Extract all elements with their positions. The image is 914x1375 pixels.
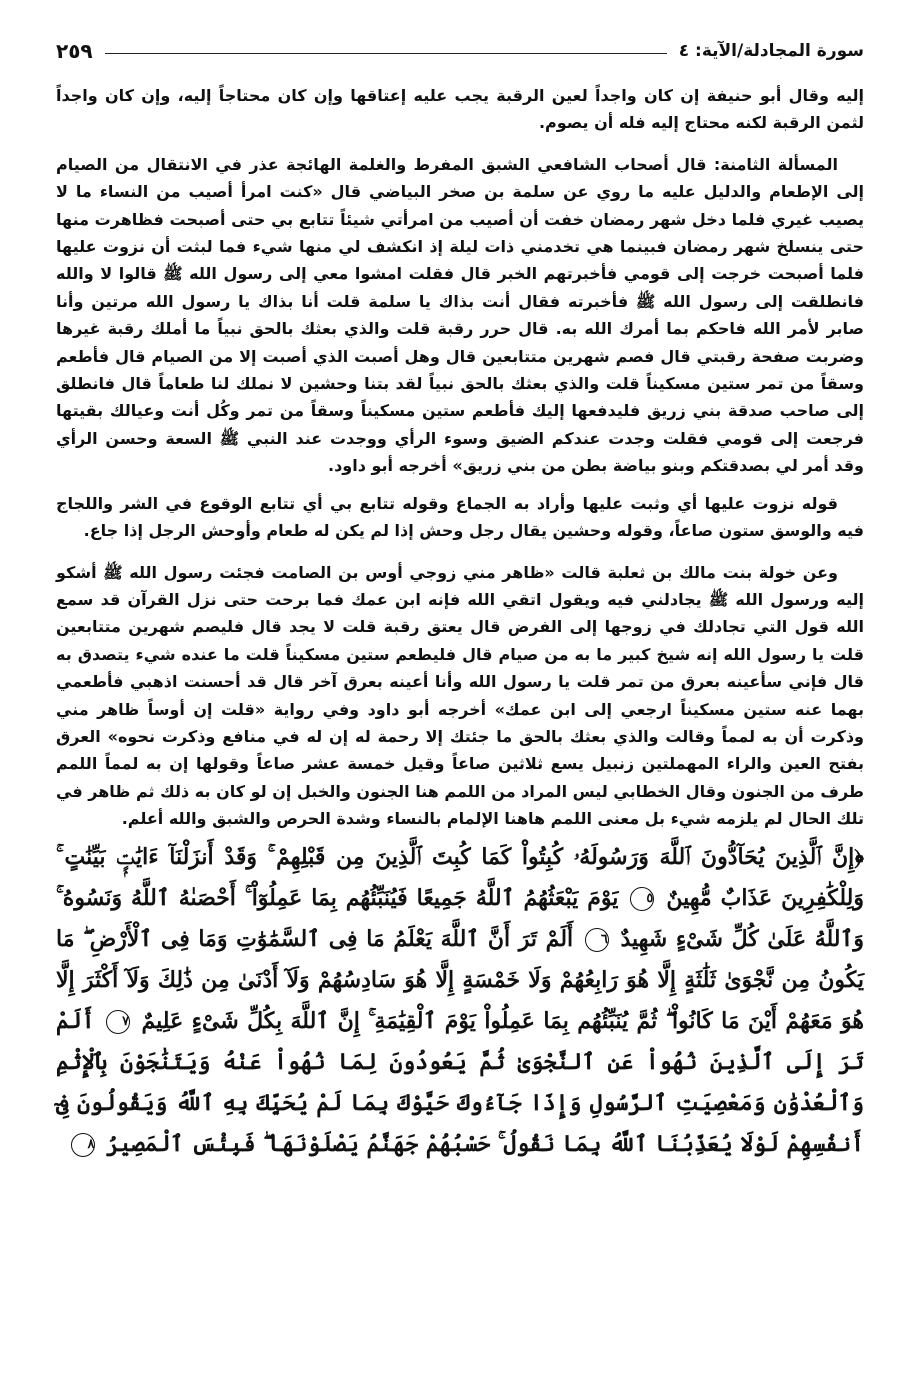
running-title: سورة المجادلة/الآية: ٤ [678,41,864,61]
paragraph-issue-eight [56,151,864,480]
page-header [56,34,864,68]
issue-title: المسألة الثامنة: [713,154,839,174]
ayah-number-marker: ٦ [585,928,609,952]
ayah-number-marker: ٧ [106,1010,130,1034]
ayah-text: يَوْمَ يَبْعَثُهُمُ ٱللَّهُ جَمِيعًا فَيُنَبِّئُهُم بِمَا عَمِلُوٓاْ ۚ أَحْصَىٰهُ ٱللَّهُ وَنَسُوهُ ۚ وَٱللَّهُ عَلَىٰ كُلِّ شَىْءٍ شَهِيدٌ [56,884,864,952]
header-rule [105,53,667,54]
commentary-text [56,82,864,833]
ayah-text: أَلَمْ تَرَ أَنَّ ٱللَّهَ يَعْلَمُ مَا فِى ٱلسَّمَٰوَٰتِ وَمَا فِى ٱلْأَرْضِ ۖ مَا يَكُونُ مِن نَّجْوَىٰ ثَلَٰثَةٍ إِلَّا هُوَ رَابِعُهُمْ وَلَا خَمْسَةٍ إِلَّا هُوَ سَادِسُهُمْ وَلَآ أَدْنَىٰ مِن ذَٰلِكَ وَلَآ أَكْثَرَ إِلَّا هُوَ مَعَهُمْ أَيْنَ مَا كَانُواْ ۖ ثُمَّ يُنَبِّئُهُم بِمَا عَمِلُواْ يَوْمَ ٱلْقِيَٰمَةِ ۚ إِنَّ ٱللَّهَ بِكُلِّ شَىْءٍ عَلِيمٌ [56,925,864,1034]
ayah-text: ﴿إِنَّ ٱلَّذِينَ يُحَآدُّونَ ٱللَّهَ وَرَسُولَهُۥ كُبِتُواْ كَمَا كُبِتَ ٱلَّذِينَ مِن قَبْلِهِمْ ۚ وَقَدْ أَنزَلْنَآ ءَايَٰتٍۭ بَيِّنَٰتٍ ۚ وَلِلْكَٰفِرِينَ عَذَابٌ مُّهِينٌ [56,843,864,911]
paragraph-explanation: قوله نزوت عليها أي وثبت عليها وأراد به الجماع وقوله تتابع بي أي تتابع الوقوع في الشر واللجاج فيه والوسق ستون صاعاً، وقوله وحشين يقال رجل وحش إذا لم يكن له طعام وأوحش الرجل إذا جاع. [56,493,864,541]
ayah-number-marker: ٥ [630,887,654,911]
page-number: ٢٥٩ [56,39,93,63]
ayah-number-marker: ٨ [71,1133,95,1157]
paragraph-continuation: إليه وقال أبو حنيفة إن كان واجداً لعين الرقبة يجب عليه إعتاقها وإن كان محتاجاً إليه، وإن كان واجداً لثمن الرقبة لكنه محتاج إليه فله أن يصوم. [56,86,864,133]
ayah-text: أَلَمْ تَرَ إِلَى ٱلَّذِينَ نُهُواْ عَنِ ٱلنَّجْوَىٰ ثُمَّ يَعُودُونَ لِمَا نُهُواْ عَنْهُ وَيَتَنَٰجَوْنَ بِٱلْإِثْمِ وَٱلْعُدْوَٰنِ وَمَعْصِيَتِ ٱلرَّسُولِ وَإِذَا جَآءُوكَ حَيَّوْكَ بِمَا لَمْ يُحَيِّكَ بِهِ ٱللَّهُ وَيَقُولُونَ فِىٓ أَنفُسِهِمْ لَوْلَا يُعَذِّبُنَا ٱللَّهُ بِمَا نَقُولُ ۚ حَسْبُهُمْ جَهَنَّمُ يَصْلَوْنَهَا ۖ فَبِئْسَ ٱلْمَصِيرُ [56,1007,864,1157]
quran-verses [56,837,864,1165]
paragraph-khawla-hadith: وعن خولة بنت مالك بن ثعلبة قالت «ظاهر مني زوجي أوس بن الصامت فجئت رسول الله ﷺ أشكو إليه ورسول الله ﷺ يجادلني فيه ويقول اتقي الله فإنه ابن عمك فما برحت حتى نزل القرآن قد سمع الله قول التي تجادلك في زوجها إلى الفرض قال يعتق رقبة قلت لا يجد قال فليصم شهرين متتابعين قلت يا رسول الله إنه شيخ كبير ما به من صيام قال فليطعم ستين مسكيناً قلت ما عنده شيء يتصدق به قال فإني سأعينه بعرق من تمر قلت يا رسول الله وأنا أعينه بعرق آخر قال قد أحسنت اذهبي فأطعمي بهما عنه ستين مسكيناً ارجعي إلى ابن عمك» أخرجه أبو داود وفي رواية «قلت إن أوساً ظاهر مني وذكرت أن به لمماً وقالت والذي بعثك بالحق ما جئتك إلا رحمة له إن له في منافع وذكرت نحوه» العرق بفتح العين والراء المهملتين زنبيل يسع ثلاثين صاعاً وقيل خمسة عشر صاعاً وقولها إن به لمماً اللمم طرف من الجنون وقال الخطابي ليس المراد من اللمم هنا الجنون والخبل إن لو كان به ذلك ثم ظاهر في تلك الحال لم يلزمه شيء بل معنى اللمم هاهنا الإلمام بالنساء وشدة الحرص والشبق والله أعلم. [56,562,864,829]
issue-body: قال أصحاب الشافعي الشبق المفرط والغلمة الهائجة عذر في الانتقال من الصيام إلى الإطعام والدليل عليه ما روي عن سلمة بن صخر البياضي قال «كنت امرأ أصيب من النساء ما لا يصيب غيري فلما دخل شهر رمضان خفت أن أصيب من امرأتي شيئاً تتابع بي حتى أصبحت فظاهرت منها حتى ينسلخ شهر رمضان فبينما هي تخدمني ذات ليلة إذ انكشف لي منها شيء فما لبثت أن نزوت عليها فلما أصبحت خرجت إلى قومي فأخبرتهم الخبر قال فقلت امشوا معي إلى رسول الله ﷺ قالوا لا والله فانطلقت إلى رسول الله ﷺ فأخبرته فقال أنت بذاك يا سلمة قلت أنا بذاك يا رسول الله مرتين وأنا صابر لأمر الله فاحكم بما أمرك الله به. قال حرر رقبة قلت والذي بعثك بالحق نبياً ما أملك رقبة غيرها وضربت صفحة رقبتي قال فصم شهرين متتابعين قال وهل أصبت الذي أصبت إلا من الصيام قال فأطعم وسقاً من تمر ستين مسكيناً قلت والذي بعثك بالحق نبياً لقد بتنا وحشين لا نملك لنا طعاماً قال فانطلق إلى صاحب صدقة بني زريق فليدفعها إليك فأطعم ستين مسكيناً وسقاً من تمر وكُل أنت وعيالك بقيتها فرجعت إلى قومي فقلت وجدت عندكم الضيق وسوء الرأي ووجدت عند النبي ﷺ السعة وحسن الرأي وقد أمر لي بصدقتكم وبنو بياضة بطن من بني زريق» أخرجه أبو داود. [56,154,864,476]
